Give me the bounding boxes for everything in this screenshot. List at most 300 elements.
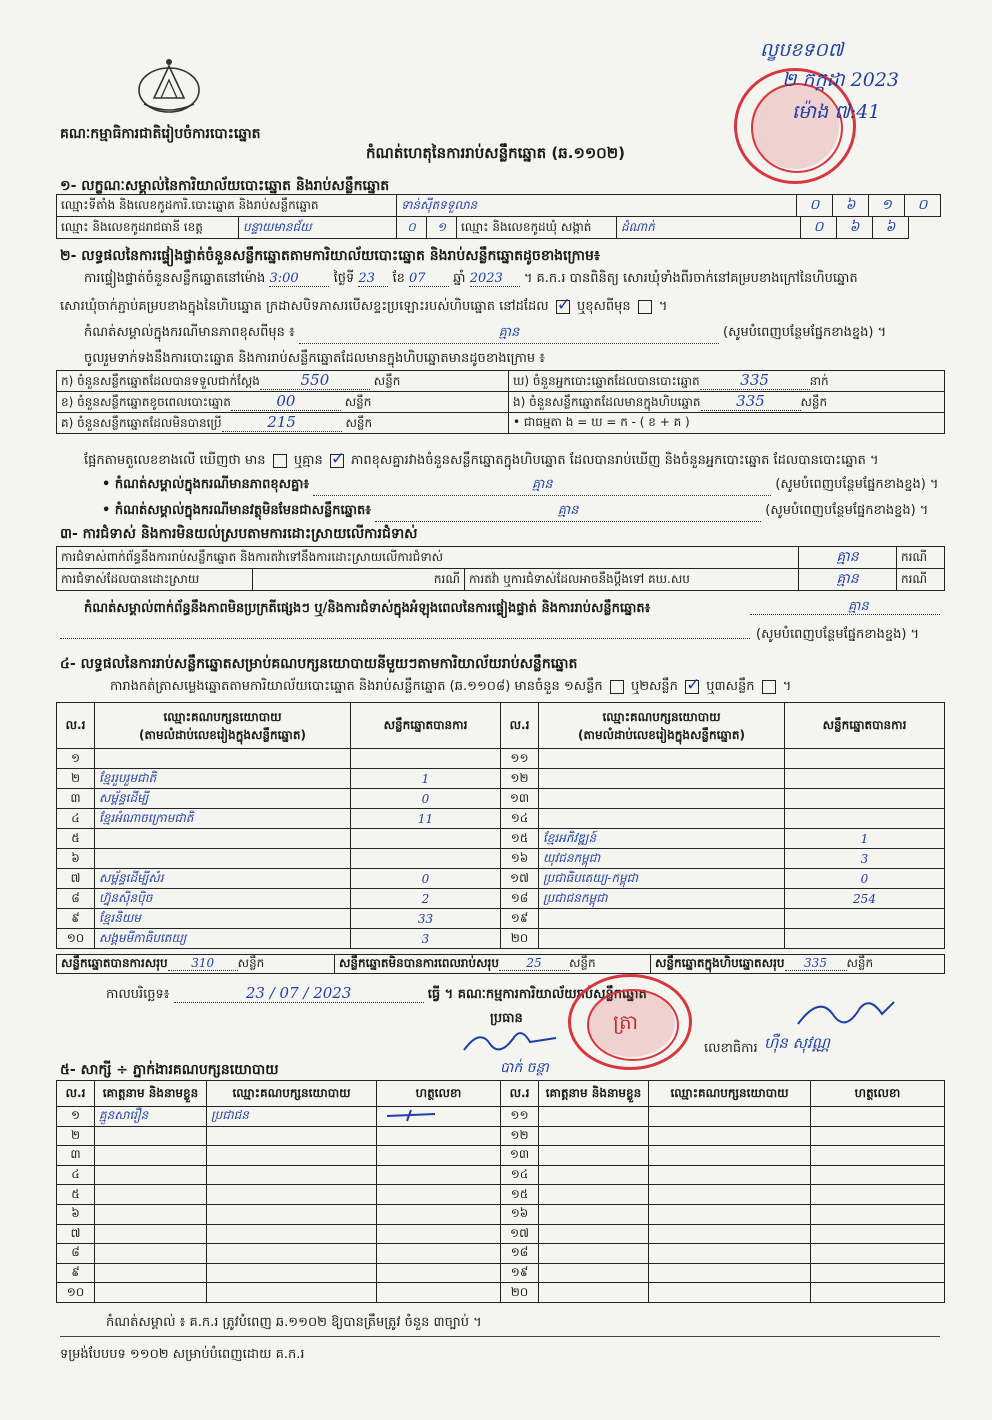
one-sheet-checkbox[interactable] (610, 680, 624, 694)
results-no: ៧ (57, 869, 95, 889)
results-row (57, 929, 945, 949)
witness-row (57, 1107, 945, 1127)
compare-line (84, 452, 879, 471)
witness-no: ១២ (501, 1126, 539, 1146)
compare-b: ឬគ្មាន (293, 453, 323, 468)
results-no: ៣ (57, 789, 95, 809)
witness-signature[interactable] (811, 1204, 945, 1224)
verify-month: 07 (409, 271, 449, 287)
col-party-line1-r: ឈ្មោះគណបក្សនយោបាយ (602, 709, 721, 724)
results-col-no-left: ល.រ (57, 703, 95, 749)
results-no: ២០ (501, 929, 539, 949)
same-checkbox[interactable] (556, 300, 570, 314)
received-note-1: ល្ខបខទ០៧ (760, 39, 844, 61)
results-row (57, 869, 945, 889)
no-diff-checkbox[interactable] (330, 454, 344, 468)
witness-col-party: ឈ្មោះគណបក្សនយោបាយ (207, 1081, 377, 1107)
witness-party (649, 1185, 811, 1205)
total-box-label: សន្លឹកឆ្នោតក្នុងហិបឆ្នោតសរុប (655, 956, 785, 970)
sheet-count-b: ឬ២សន្លឹក (630, 679, 678, 694)
appeal-unit: ករណី (897, 569, 945, 591)
witness-row (57, 1185, 945, 1205)
results-party (95, 749, 351, 769)
witness-table (56, 1080, 945, 1303)
witness-row (57, 1244, 945, 1264)
location-code-2: ៦ (833, 195, 869, 217)
witness-signature[interactable] (377, 1263, 501, 1283)
appeal-label: ការតវ៉ា ឬការជំទាស់ដែលអាចនឹងប្ដឹងទៅ គឃ.សប (465, 569, 799, 591)
section3-title: ៣- ការជំទាស់ និងការមិនយល់ស្របតាមការដោះស្រាយលើការជំទាស់ (60, 526, 418, 542)
total-box-value: 335 (785, 956, 847, 971)
secretary-label: លេខាធិការ (704, 1041, 758, 1056)
total-invalid (335, 955, 651, 974)
witness-party (649, 1204, 811, 1224)
witness-name (539, 1204, 649, 1224)
witness-party (207, 1146, 377, 1166)
seal-center-text: ត្រា (613, 1010, 638, 1034)
witness-signature[interactable] (377, 1107, 501, 1127)
witness-col-no-r: ល.រ (501, 1081, 539, 1107)
objection-table (56, 546, 945, 591)
compare-c: ភាពខុសគ្នារវាងចំនួនសន្លឹកឆ្នោតក្នុងហិបឆ្នោត ដែលបានរាប់ឃើញ និងចំនួនអ្នកបោះឆ្នោត ដែលបានបោះឆ្នោត ។ (351, 453, 879, 468)
witness-party (649, 1146, 811, 1166)
nonstd-note-refill: (សូមបំពេញបន្ថែមផ្នែកខាងខ្នង) ។ (765, 503, 929, 518)
count-row-b (57, 392, 509, 413)
irregularity-refill: (សូមបំពេញបន្ថែមផ្នែកខាងខ្នង) ។ (756, 627, 920, 642)
footer-rule (60, 1336, 940, 1337)
witness-party: ប្រជាជន (207, 1107, 377, 1127)
nonstd-note-row (102, 502, 928, 522)
witness-party (207, 1204, 377, 1224)
results-row (57, 909, 945, 929)
results-votes (351, 749, 501, 769)
location-code-4: ០ (905, 195, 941, 217)
count-b-value: 00 (231, 392, 341, 411)
changed-checkbox[interactable] (638, 300, 652, 314)
results-no: ១៤ (501, 809, 539, 829)
witness-signature[interactable] (811, 1185, 945, 1205)
results-party (539, 769, 785, 789)
verify-time: 3:00 (269, 271, 329, 287)
section1-table (56, 194, 941, 239)
results-no: ៤ (57, 809, 95, 829)
change-note-value: គ្មាន (299, 324, 719, 344)
results-row (57, 789, 945, 809)
witness-signature-mark (381, 1108, 441, 1122)
results-no: ១៦ (501, 849, 539, 869)
total-invalid-value: 25 (499, 956, 569, 971)
commune-value: ដំណាក់ (617, 217, 801, 239)
witness-signature[interactable] (377, 1283, 501, 1303)
witness-name (95, 1224, 207, 1244)
witness-no: ១៦ (501, 1204, 539, 1224)
results-party: ប្រជាជនកម្ពុជា (539, 889, 785, 909)
changed-label: ឬខុសពីមុន (576, 299, 631, 314)
witness-signature[interactable] (377, 1165, 501, 1185)
results-no: ១៥ (501, 829, 539, 849)
witness-name (95, 1185, 207, 1205)
verify-line-2: សោរឃុំចាក់ភ្ជាប់គម្របខាងក្នុងនៃហិបឆ្នោត ក្រដាសបិទភាសរបើសខ្ទះប្រឡោះរបស់ហិបឆ្នោត នៅដដែល ✓ ឬខុសពីមុន ។ (60, 298, 667, 317)
witness-col-name-r: គោត្តនាម និងនាមខ្លួន (539, 1081, 649, 1107)
section1-title: ១- លក្ខណៈសម្គាល់នៃការិយាល័យបោះឆ្នោត និងរាប់សន្លឹកឆ្នោត (60, 178, 390, 194)
irregularity-dotline-1 (750, 614, 940, 615)
results-votes (785, 809, 945, 829)
has-diff-checkbox[interactable] (273, 454, 287, 468)
witness-name (95, 1263, 207, 1283)
form-title: កំណត់ហេតុនៃការរាប់សន្លឹកឆ្នោត (ឆ.១១០២) (366, 144, 626, 162)
count-a-label: ក) ចំនួនសន្លឹកឆ្នោតដែលបានទទួលជាក់ស្ដែង (61, 374, 260, 388)
results-party (539, 789, 785, 809)
verify-time-label: ការផ្ទៀងផ្ទាត់ចំនួនសន្លឹកឆ្នោតនៅម៉ោង (84, 271, 266, 286)
witness-party (649, 1283, 811, 1303)
results-party (95, 849, 351, 869)
objection-row1-label: ការជំទាស់ពាក់ព័ន្ធនឹងការរាប់សន្លឹកឆ្នោត និងការតវ៉ាទៅនឹងការដោះស្រាយលើការជំទាស់ (57, 547, 799, 569)
witness-name (539, 1263, 649, 1283)
witness-name (539, 1185, 649, 1205)
results-no: ១៨ (501, 889, 539, 909)
results-row (57, 889, 945, 909)
verify-day-label: ថ្ងៃទី (333, 271, 355, 286)
witness-no: ១០ (57, 1283, 95, 1303)
witness-col-party-r: ឈ្មោះគណបក្សនយោបាយ (649, 1081, 811, 1107)
witness-party (649, 1165, 811, 1185)
verify-month-label: ខែ (392, 271, 405, 286)
resolved-label: ការជំទាស់ដែលបានដោះស្រាយ (57, 569, 253, 591)
count-e-value: 335 (701, 392, 801, 411)
witness-row (57, 1283, 945, 1303)
appeal-value: គ្មាន (799, 569, 897, 591)
count-a-value: 550 (260, 371, 370, 390)
witness-signature[interactable] (811, 1224, 945, 1244)
witness-party (207, 1126, 377, 1146)
results-votes: 0 (351, 869, 501, 889)
witness-name (539, 1224, 649, 1244)
witness-party (649, 1126, 811, 1146)
results-no: ១ (57, 749, 95, 769)
witness-row (57, 1126, 945, 1146)
witness-name (539, 1244, 649, 1264)
results-votes (785, 789, 945, 809)
witness-row (57, 1165, 945, 1185)
witness-no: ១ (57, 1107, 95, 1127)
results-no: ១៩ (501, 909, 539, 929)
results-party (539, 809, 785, 829)
witness-no: ៤ (57, 1165, 95, 1185)
results-party (539, 749, 785, 769)
results-no: ១០ (57, 929, 95, 949)
col-party-line1: ឈ្មោះគណបក្សនយោបាយ (163, 709, 282, 724)
results-no: ៦ (57, 849, 95, 869)
witness-no: ១៨ (501, 1244, 539, 1264)
verify-line1-tail: ។ គ.ក.រ បានពិនិត្យ សោរឃុំទាំងពីរចាក់នៅគម្របខាងក្រៅនៃហិបឆ្នោត (523, 271, 858, 286)
results-party: សម្ព័ន្ធដើម្បីសំរ (95, 869, 351, 889)
count-e-unit: សន្លឹក (800, 395, 828, 409)
results-col-party-left (95, 703, 351, 749)
witness-no: ១៩ (501, 1263, 539, 1283)
irregularity-note-label: កំណត់សម្គាល់ពាក់ព័ន្ធនឹងភាពមិនប្រក្រតីផ្សេងៗ ឬ/និងការជំទាស់ក្នុងអំឡុងពេលនៃការផ្ទៀងផ្ទាត់ និងការរាប់សន្លឹកឆ្នោត៖ (84, 601, 651, 616)
witness-col-sig: ហត្ថលេខា (377, 1081, 501, 1107)
witness-name (539, 1165, 649, 1185)
witness-party (207, 1244, 377, 1264)
witness-party (207, 1263, 377, 1283)
location-label: ឈ្មោះទីតាំង និងលេខកូដការិ.បោះឆ្នោត និងរាប់សន្លឹកឆ្នោត (57, 195, 397, 217)
results-votes (785, 909, 945, 929)
chair-name: បាក់ ចន្ថា (500, 1060, 549, 1076)
count-c-value: 215 (222, 413, 342, 432)
sheet-count-a: ការាងកត់ត្រាសម្លេងឆ្នោតតាមការិយាល័យបោះឆ្នោត និងរាប់សន្លឹកឆ្នោត (ឆ.១១០៨) មានចំនួន ១សន្លឹក (110, 679, 603, 694)
results-no: ២ (57, 769, 95, 789)
witness-signature[interactable] (811, 1146, 945, 1166)
witness-row (57, 1224, 945, 1244)
verify-line-1 (84, 270, 858, 289)
change-note-label: កំណត់សម្គាល់ក្នុងករណីមានភាពខុសពីមុន (84, 325, 285, 340)
witness-party (649, 1107, 811, 1127)
chair-signature (460, 1024, 560, 1058)
witness-name (539, 1126, 649, 1146)
count-row-d (509, 371, 945, 392)
witness-no: ៩ (57, 1263, 95, 1283)
witness-name (95, 1283, 207, 1303)
total-valid-value: 310 (168, 956, 238, 971)
witness-party (207, 1165, 377, 1185)
witness-no: ៧ (57, 1224, 95, 1244)
three-sheet-checkbox[interactable] (762, 680, 776, 694)
witness-no: ១៧ (501, 1224, 539, 1244)
count-d-value: 335 (700, 371, 810, 390)
footer-text: ទម្រង់បែបបទ ១១០២ សម្រាប់បំពេញដោយ គ.ក.រ (60, 1347, 305, 1362)
results-table (56, 702, 945, 949)
witness-party (649, 1263, 811, 1283)
witness-no: ៥ (57, 1185, 95, 1205)
witness-no: ៨ (57, 1244, 95, 1264)
sheet-count-c: ឬ៣សន្លឹក (706, 679, 755, 694)
results-party (539, 909, 785, 929)
total-valid (57, 955, 335, 974)
results-votes (785, 749, 945, 769)
nonstd-note-label: • កំណត់សម្គាល់ក្នុងករណីមានវត្ថុមិនមែនជាសន្លឹកឆ្នោត៖ (102, 503, 371, 518)
received-note-3: ម៉ោង ៧:41 (792, 101, 881, 123)
total-box (651, 955, 945, 974)
results-row (57, 809, 945, 829)
commune-label: ឈ្មោះ និងលេខកូដឃុំ សង្កាត់ (457, 217, 617, 239)
results-no: ៥ (57, 829, 95, 849)
witness-no: ១៥ (501, 1185, 539, 1205)
witness-signature[interactable] (811, 1283, 945, 1303)
witness-no: ១១ (501, 1107, 539, 1127)
sign-date-label: កាលបរិច្ឆេទ៖ (106, 987, 170, 1002)
witness-no: ៦ (57, 1204, 95, 1224)
location-code-1: ០ (797, 195, 833, 217)
sign-date-value: 23 / 07 / 2023 (174, 984, 424, 1003)
results-votes (351, 829, 501, 849)
witness-row (57, 1204, 945, 1224)
witness-no: ១៤ (501, 1165, 539, 1185)
results-votes: 2 (351, 889, 501, 909)
results-votes (785, 769, 945, 789)
secretary-signature (790, 994, 900, 1034)
commune-code-3: ៦ (873, 217, 909, 239)
objection-row1-unit: ករណី (897, 547, 945, 569)
witness-footnote: កំណត់សម្គាល់ ៖ គ.ក.រ ត្រូវបំពេញ ឆ.១១០២ ឱ្យបានត្រឹមត្រូវ ចំនួន ៣ច្បាប់ ។ (106, 1315, 482, 1330)
emblem-logo (134, 54, 204, 120)
results-votes: 0 (785, 869, 945, 889)
results-row (57, 829, 945, 849)
section2-title: ២- លទ្ធផលនៃការផ្ទៀងផ្ទាត់ចំនួនសន្លឹកឆ្នោតតាមការិយាល័យបោះឆ្នោត និងរាប់សន្លឹកឆ្នោតដូចខាងក្រោម៖ (60, 248, 601, 264)
results-no: ១៧ (501, 869, 539, 889)
results-row (57, 769, 945, 789)
count-a-unit: សន្លឹក (373, 374, 401, 388)
results-col-votes-left: សន្លឹកឆ្នោតបានការ (351, 703, 501, 749)
count-e-label: ង) ចំនួនសន្លឹកឆ្នោតដែលមានក្នុងហិបឆ្នោត (513, 395, 701, 409)
results-no: ៨ (57, 889, 95, 909)
witness-row (57, 1146, 945, 1166)
results-no: ១២ (501, 769, 539, 789)
seal-state-text: សោរឃុំចាក់ភ្ជាប់គម្របខាងក្នុងនៃហិបឆ្នោត ក្រដាសបិទភាសរបើសខ្ទះប្រឡោះរបស់ហិបឆ្នោត នៅដដែល (60, 299, 549, 314)
count-formula: • ជាធម្មតា ង = ឃ = ក - ( ខ + គ ) (509, 413, 945, 434)
objection-row1-value: គ្មាន (799, 547, 897, 569)
total-invalid-unit: សន្លឹក (568, 956, 596, 970)
counts-intro: ចូលរួមទាក់ទងនឹងការបោះឆ្នោត និងការរាប់សន្លឹកឆ្នោតដែលមានក្នុងហិបឆ្នោតមានដូចខាងក្រោម ៖ (84, 351, 545, 366)
compare-a: ផ្អែកតាមតួលេខខាងលើ ឃើញថា មាន (84, 453, 266, 468)
verify-year: 2023 (470, 271, 520, 287)
results-votes: 254 (785, 889, 945, 909)
section5-title: ៥- សាក្សី ÷ ភ្នាក់ងារគណបក្សនយោបាយ (60, 1062, 279, 1078)
nonstd-note-value: គ្មាន (375, 502, 761, 522)
results-party: ខ្មែររួបរួមជាតិ (95, 769, 351, 789)
secretary-name: ហ៊ឺន សុវណ្ណ (764, 1034, 830, 1052)
witness-row (57, 1263, 945, 1283)
sheet-count-row: ការាងកត់ត្រាសម្លេងឆ្នោតតាមការិយាល័យបោះឆ្នោត និងរាប់សន្លឹកឆ្នោត (ឆ.១១០៨) មានចំនួន ១សន្លឹក ឬ២សន្លឹក ✓ ឬ៣សន្លឹក ។ (110, 678, 791, 697)
witness-signature[interactable] (811, 1107, 945, 1127)
count-c-label: គ) ចំនួនសន្លឹកឆ្នោតដែលមិនបានប្រើ (61, 416, 222, 430)
witness-signature[interactable] (811, 1165, 945, 1185)
total-valid-unit: សន្លឹក (237, 956, 265, 970)
witness-name (539, 1283, 649, 1303)
witness-signature[interactable] (377, 1126, 501, 1146)
total-invalid-label: សន្លឹកឆ្នោតមិនបានការពេលរាប់សរុប (339, 956, 499, 970)
witness-signature[interactable] (377, 1244, 501, 1264)
witness-name (95, 1146, 207, 1166)
results-no: ១១ (501, 749, 539, 769)
chair-label: ប្រធាន (490, 1011, 523, 1026)
results-row (57, 849, 945, 869)
witness-party (649, 1224, 811, 1244)
witness-col-name: គោត្តនាម និងនាមខ្លួន (95, 1081, 207, 1107)
witness-party (207, 1283, 377, 1303)
witness-party (649, 1244, 811, 1264)
results-party (539, 929, 785, 949)
witness-party (207, 1185, 377, 1205)
change-note-row: កំណត់សម្គាល់ក្នុងករណីមានភាពខុសពីមុន ៖ គ្មាន (សូមបំពេញបន្ថែមផ្នែកខាងខ្នង) ។ (84, 324, 886, 344)
count-b-unit: សន្លឹក (344, 395, 372, 409)
province-code-1: ០ (397, 217, 427, 239)
results-party: ខ្មែរអភិវឌ្ឍន៍ (539, 829, 785, 849)
results-no: ៩ (57, 909, 95, 929)
results-party: សម្ព័ន្ធដើម្បី (95, 789, 351, 809)
results-votes: 3 (351, 929, 501, 949)
verify-day: 23 (358, 271, 388, 287)
province-value: បន្ទាយមានជ័យ (239, 217, 397, 239)
witness-signature[interactable] (811, 1126, 945, 1146)
location-value: ទាន់ស៊ីតទទួលាន (397, 195, 797, 217)
count-b-label: ខ) ចំនួនសន្លឹកឆ្នោតខូចពេលបោះឆ្នោត (61, 395, 231, 409)
total-valid-label: សន្លឹកឆ្នោតបានការសរុប (61, 956, 168, 970)
count-row-a (57, 371, 509, 392)
col-party-line2-r: (តាមលំដាប់លេខរៀងក្នុងសន្លឹកឆ្នោត) (578, 727, 745, 742)
sign-date-tail: ធ្វើ ។ គណៈកម្មការការិយាល័យរាប់សន្លឹកឆ្នោត (427, 987, 647, 1002)
diff-note-label: • កំណត់សម្គាល់ក្នុងករណីមានភាពខុសគ្នា៖ (102, 477, 310, 492)
count-row-e (509, 392, 945, 413)
witness-name (95, 1126, 207, 1146)
change-note-refill: (សូមបំពេញបន្ថែមផ្នែកខាងខ្នង) ។ (723, 325, 887, 340)
official-seal-bottom (568, 974, 692, 1070)
count-d-unit: នាក់ (809, 374, 829, 388)
witness-name (95, 1165, 207, 1185)
diff-note-value: គ្មាន (313, 476, 771, 496)
results-party: ខ្មែរនិយម (95, 909, 351, 929)
witness-no: ៣ (57, 1146, 95, 1166)
section4-title: ៤- លទ្ធផលនៃការរាប់សន្លឹកឆ្នោតសម្រាប់គណបក្សនយោបាយនីមួយៗតាមការិយាល័យរាប់សន្លឹកឆ្នោត (60, 656, 578, 672)
results-votes: 1 (351, 769, 501, 789)
irregularity-note-value: គ្មាន (848, 599, 869, 614)
witness-name (95, 1204, 207, 1224)
results-votes (785, 929, 945, 949)
witness-signature[interactable] (377, 1185, 501, 1205)
results-party: យុវជនកម្ពុជា (539, 849, 785, 869)
col-party-line2: (តាមលំដាប់លេខរៀងក្នុងសន្លឹកឆ្នោត) (139, 727, 306, 742)
diff-note-row (102, 476, 939, 496)
witness-signature[interactable] (811, 1263, 945, 1283)
count-row-c (57, 413, 509, 434)
commune-code-1: ០ (801, 217, 837, 239)
results-no: ១៣ (501, 789, 539, 809)
commune-code-2: ៦ (837, 217, 873, 239)
witness-signature[interactable] (377, 1224, 501, 1244)
count-d-label: ឃ) ចំនួនអ្នកបោះឆ្នោតដែលបានបោះឆ្នោត (513, 374, 700, 388)
received-note-2: ២ កក្កដា 2023 (782, 69, 900, 91)
results-col-no-right: ល.រ (501, 703, 539, 749)
org-name: គណៈកម្មាធិការជាតិរៀបចំការបោះឆ្នោត (60, 126, 261, 142)
counts-table (56, 370, 945, 434)
witness-name (95, 1244, 207, 1264)
witness-signature[interactable] (811, 1244, 945, 1264)
resolved-unit: ករណី (253, 569, 465, 591)
results-votes: 1 (785, 829, 945, 849)
witness-no: ២០ (501, 1283, 539, 1303)
results-party: សង្គមមីកាធិបតេយ្យ (95, 929, 351, 949)
count-c-unit: សន្លឹក (345, 416, 373, 430)
results-party: ប្រជាធិបតេយ្យ-កម្ពុជា (539, 869, 785, 889)
results-votes (351, 849, 501, 869)
total-box-unit: សន្លឹក (846, 956, 874, 970)
witness-no: ១៣ (501, 1146, 539, 1166)
witness-no: ២ (57, 1126, 95, 1146)
province-label: ឈ្មោះ និងលេខកូដរាជធានី ខេត្ត (57, 217, 239, 239)
totals-row (56, 954, 945, 974)
results-row (57, 749, 945, 769)
results-votes: 3 (785, 849, 945, 869)
two-sheet-checkbox[interactable] (685, 680, 699, 694)
witness-signature[interactable] (377, 1204, 501, 1224)
witness-name (539, 1146, 649, 1166)
witness-col-no: ល.រ (57, 1081, 95, 1107)
diff-note-refill: (សូមបំពេញបន្ថែមផ្នែកខាងខ្នង) ។ (775, 477, 939, 492)
witness-name: គ្មួនសារឿន (95, 1107, 207, 1127)
results-votes: 33 (351, 909, 501, 929)
witness-signature[interactable] (377, 1146, 501, 1166)
witness-col-sig-r: ហត្ថលេខា (811, 1081, 945, 1107)
results-col-party-right (539, 703, 785, 749)
